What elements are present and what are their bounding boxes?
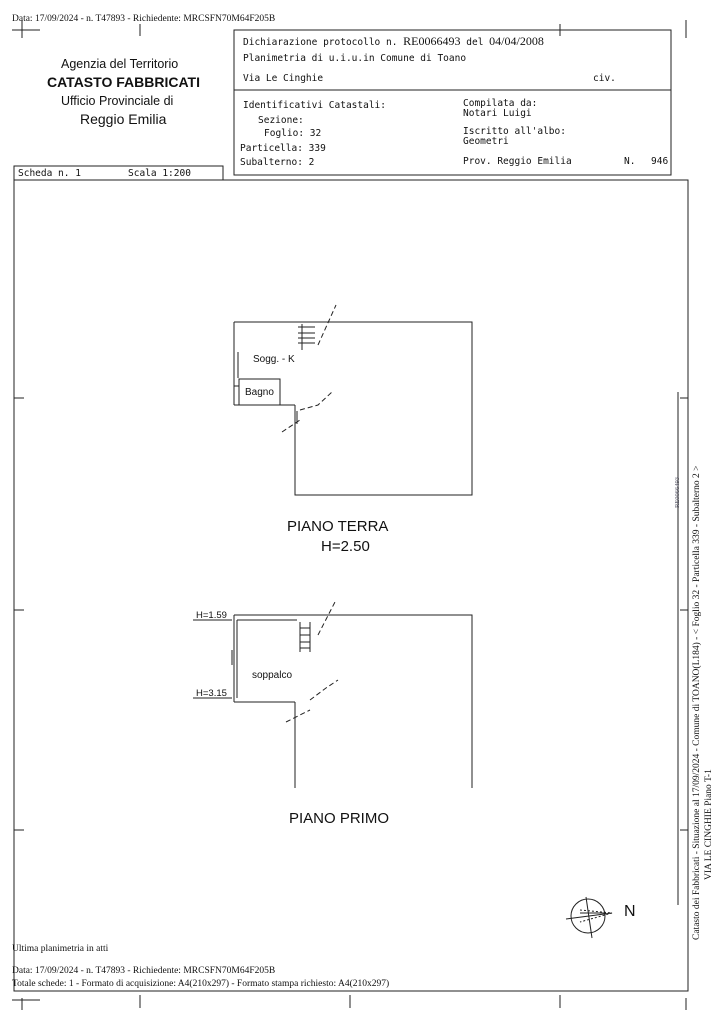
province: Prov. Reggio Emilia: [463, 156, 572, 167]
first-floor-title: PIANO PRIMO: [289, 810, 390, 827]
agency-name: Agenzia del Territorio: [61, 57, 179, 71]
declaration-date: 04/04/2008: [489, 34, 544, 48]
agency-office: Ufficio Provinciale di: [61, 94, 174, 108]
foglio: Foglio: 32: [264, 128, 322, 139]
declaration-date-label: del: [466, 37, 484, 48]
scale: Scala 1:200: [128, 168, 191, 179]
height-mark-2: H=3.15: [196, 688, 227, 699]
compiled-label: Compilata da:: [463, 98, 538, 109]
room-label-soppalco: soppalco: [252, 670, 293, 681]
address: Via Le Cinghie: [243, 73, 324, 84]
scheda-number: Scheda n. 1: [18, 168, 81, 179]
particella: Particella: 339: [240, 143, 326, 154]
bottom-data-line: Data: 17/09/2024 - n. T47893 - Richiedente: MRCSFN70M64F205B: [12, 966, 276, 976]
agency-city: Reggio Emilia: [80, 111, 167, 127]
side-text-situazione: Catasto dei Fabbricati - Situazione al 17/09/2024 - Comune di TOANO(L184) - < Foglio 32 - Particella 339 - Subalterno 2 >: [692, 465, 702, 940]
n-label: N.: [624, 156, 636, 167]
civ-label: civ.: [593, 73, 616, 84]
last-plan-note: Ultima planimetria in atti: [12, 944, 109, 954]
declaration-line: [243, 34, 544, 49]
declaration-number: RE0066493: [403, 34, 461, 48]
side-text-address: VIA LE CINGHIE Piano T-1: [704, 769, 714, 880]
sezione: Sezione:: [258, 115, 304, 126]
albo: Geometri: [463, 136, 509, 147]
n-value: 946: [651, 156, 669, 167]
ground-floor-plan: [234, 305, 472, 495]
height-mark-1: H=1.59: [196, 610, 227, 621]
subalterno: Subalterno: 2: [240, 157, 315, 168]
ground-floor-height: H=2.50: [321, 538, 370, 555]
room-label-sogg: Sogg. - K: [253, 354, 295, 365]
identifiers-title: Identificativi Catastali:: [243, 100, 386, 111]
north-label: N: [624, 903, 636, 920]
agency-catasto: CATASTO FABBRICATI: [47, 74, 200, 90]
ground-floor-title: PIANO TERRA: [287, 518, 389, 535]
first-floor-plan: [193, 600, 472, 788]
top-note: Data: 17/09/2024 - n. T47893 - Richiedente: MRCSFN70M64F205B: [12, 14, 276, 24]
compiled-name: Notari Luigi: [463, 108, 532, 119]
albo-label: Iscritto all'albo:: [463, 126, 566, 137]
side-ref: RE0066493: [674, 476, 681, 508]
bottom-totals: Totale schede: 1 - Formato di acquisizione: A4(210x297) - Formato stampa richiesto: A4(210x297): [12, 979, 390, 989]
declaration-label: Dichiarazione protocollo n.: [243, 37, 398, 48]
plan-line: Planimetria di u.i.u.in Comune di Toano: [243, 53, 467, 64]
north-arrow-icon: [566, 897, 612, 938]
main-frame: [14, 180, 688, 991]
room-label-bagno: Bagno: [245, 387, 274, 398]
